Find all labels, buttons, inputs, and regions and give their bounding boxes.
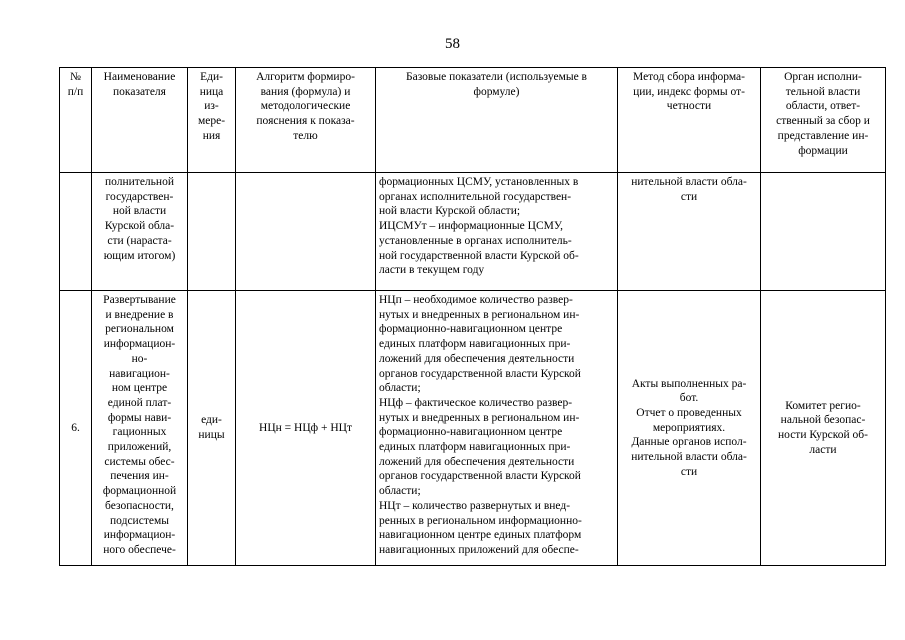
text-line: мероприятиях. xyxy=(652,421,726,434)
text-line: информацион- xyxy=(103,529,176,542)
text-line: формуле) xyxy=(473,85,520,98)
text-line: № xyxy=(70,71,81,83)
header-num xyxy=(60,68,92,173)
text-line: единой плат- xyxy=(107,396,172,409)
text-line: безопасности, xyxy=(105,499,174,512)
text-line: ложений для обеспечения деятельности xyxy=(379,455,575,468)
text-line: ном центре xyxy=(111,382,168,395)
text-line: Наименование xyxy=(103,71,176,83)
text-line: Развертывание xyxy=(103,294,176,306)
text-line: методологические xyxy=(260,100,351,113)
text-line: НЦп – необходимое количество развер- xyxy=(379,294,573,306)
text-line: области; xyxy=(379,382,421,395)
row-organ xyxy=(761,291,886,566)
text-line: навигацион- xyxy=(109,367,170,380)
text-line: Курской обла- xyxy=(104,220,175,233)
text-line: печения ин- xyxy=(110,470,169,483)
text-line: ственный за сбор и xyxy=(776,115,870,128)
text-line: формы нави- xyxy=(107,411,172,424)
text-line: ции, индекс формы от- xyxy=(633,85,745,98)
text-line: из- xyxy=(204,100,219,113)
text-line: формационно-навигационном центре xyxy=(379,323,563,336)
text-line: Комитет регио- xyxy=(785,399,861,412)
text-line: ного обеспече- xyxy=(103,543,176,556)
text-line: государствен- xyxy=(105,190,174,203)
page-number: 58 xyxy=(445,36,460,52)
header-base xyxy=(376,68,618,173)
row-name xyxy=(92,173,188,291)
text-line: бот. xyxy=(679,392,699,405)
text-line: навигационном центре единых платформ xyxy=(379,529,582,542)
text-line: региональном xyxy=(105,323,174,336)
text-line: формационно-навигационном центре xyxy=(379,426,563,439)
text-line: сти xyxy=(680,465,698,478)
text-line: области, ответ- xyxy=(785,100,861,113)
row-base xyxy=(376,173,618,291)
text-line: пояснения к показа- xyxy=(256,115,355,128)
row-num: 6. xyxy=(60,291,92,566)
text-line: нительной власти обла- xyxy=(631,176,747,188)
text-line: нительной власти обла- xyxy=(631,451,747,464)
text-line: еди- xyxy=(201,414,222,427)
text-line: нутых и внедренных в региональном ин- xyxy=(379,308,580,321)
table-header-row xyxy=(60,68,886,173)
text-line: НЦф – фактическое количество развер- xyxy=(379,396,573,409)
text-line: ности Курской об- xyxy=(778,429,868,441)
text-line: тельной власти xyxy=(785,85,861,98)
text-line: Отчет о проведенных xyxy=(636,406,742,419)
text-line: нальной безопас- xyxy=(780,414,866,427)
text-line: установленные в органах исполнитель- xyxy=(379,234,572,247)
table-row xyxy=(60,173,886,291)
text-line: ной власти Курской области; xyxy=(379,205,521,218)
text-line: гационных xyxy=(112,426,167,439)
text-line: ложений для обеспечения деятельности xyxy=(379,352,575,365)
header-algorithm xyxy=(236,68,376,173)
text-line: ния xyxy=(202,129,221,142)
row-unit xyxy=(188,291,236,566)
header-name xyxy=(92,68,188,173)
row-algorithm: НЦн = НЦф + НЦт xyxy=(236,291,376,566)
text-line: нутых и внедренных в региональном ин- xyxy=(379,411,580,424)
text-line: мере- xyxy=(197,115,226,128)
row-algorithm xyxy=(236,173,376,291)
text-line: Алгоритм формиро- xyxy=(256,71,355,83)
text-line: области; xyxy=(379,485,421,498)
header-organ xyxy=(761,68,886,173)
row-organ xyxy=(761,173,886,291)
text-line: НЦт – количество развернутых и внед- xyxy=(379,499,571,512)
header-unit xyxy=(188,68,236,173)
text-line: сти (нараста- xyxy=(107,234,172,247)
text-line: системы обес- xyxy=(104,455,175,468)
text-line: единых платформ навигационных при- xyxy=(379,338,571,351)
text-line: четности xyxy=(666,100,712,113)
text-line: телю xyxy=(293,129,318,142)
row-unit xyxy=(188,173,236,291)
text-line: ницы xyxy=(198,429,225,441)
text-line: ница xyxy=(199,85,224,98)
text-line: подсистемы xyxy=(110,514,169,527)
text-line: органов государственной власти Курской xyxy=(379,367,581,380)
text-line: сти xyxy=(680,190,698,203)
text-line: органов государственной власти Курской xyxy=(379,470,581,483)
table-row xyxy=(60,291,886,566)
text-line: но- xyxy=(131,352,148,365)
text-line: Базовые показатели (используемые в xyxy=(406,71,587,83)
text-line: Данные органов испол- xyxy=(631,436,747,449)
indicator-table xyxy=(59,67,886,566)
row-num xyxy=(60,173,92,291)
text-line: ИЦСМУт – информационные ЦСМУ, xyxy=(379,220,563,233)
text-line: информацион- xyxy=(103,338,176,351)
row-name xyxy=(92,291,188,566)
text-line: ренных в региональном информационно- xyxy=(379,514,582,527)
text-line: формационной xyxy=(102,485,177,498)
text-line: вания (формула) и xyxy=(260,85,351,98)
text-line: п/п xyxy=(67,85,84,98)
text-line: полнительной xyxy=(105,176,174,188)
text-line: ной государственной власти Курской об- xyxy=(379,249,579,262)
text-line: ласти в текущем году xyxy=(379,264,485,277)
text-line: приложений, xyxy=(107,441,172,454)
row-base xyxy=(376,291,618,566)
text-line: и внедрение в xyxy=(105,308,174,321)
row-method xyxy=(618,291,761,566)
text-line: ласти xyxy=(809,443,837,456)
text-line: Орган исполни- xyxy=(784,71,862,83)
text-line: Акты выполненных ра- xyxy=(631,377,747,390)
text-line: органах исполнительной государствен- xyxy=(379,190,572,203)
text-line: навигационных приложений для обеспе- xyxy=(379,543,579,556)
text-line: показателя xyxy=(113,85,166,98)
header-method xyxy=(618,68,761,173)
text-line: представление ин- xyxy=(777,129,869,142)
text-line: единых платформ навигационных при- xyxy=(379,441,571,454)
text-line: Еди- xyxy=(200,71,223,83)
text-line: формации xyxy=(798,144,848,157)
text-line: формационных ЦСМУ, установленных в xyxy=(379,176,579,188)
row-method xyxy=(618,173,761,291)
text-line: Метод сбора информа- xyxy=(633,71,745,83)
text-line: ющим итогом) xyxy=(103,249,176,262)
text-line: ной власти xyxy=(112,205,167,218)
